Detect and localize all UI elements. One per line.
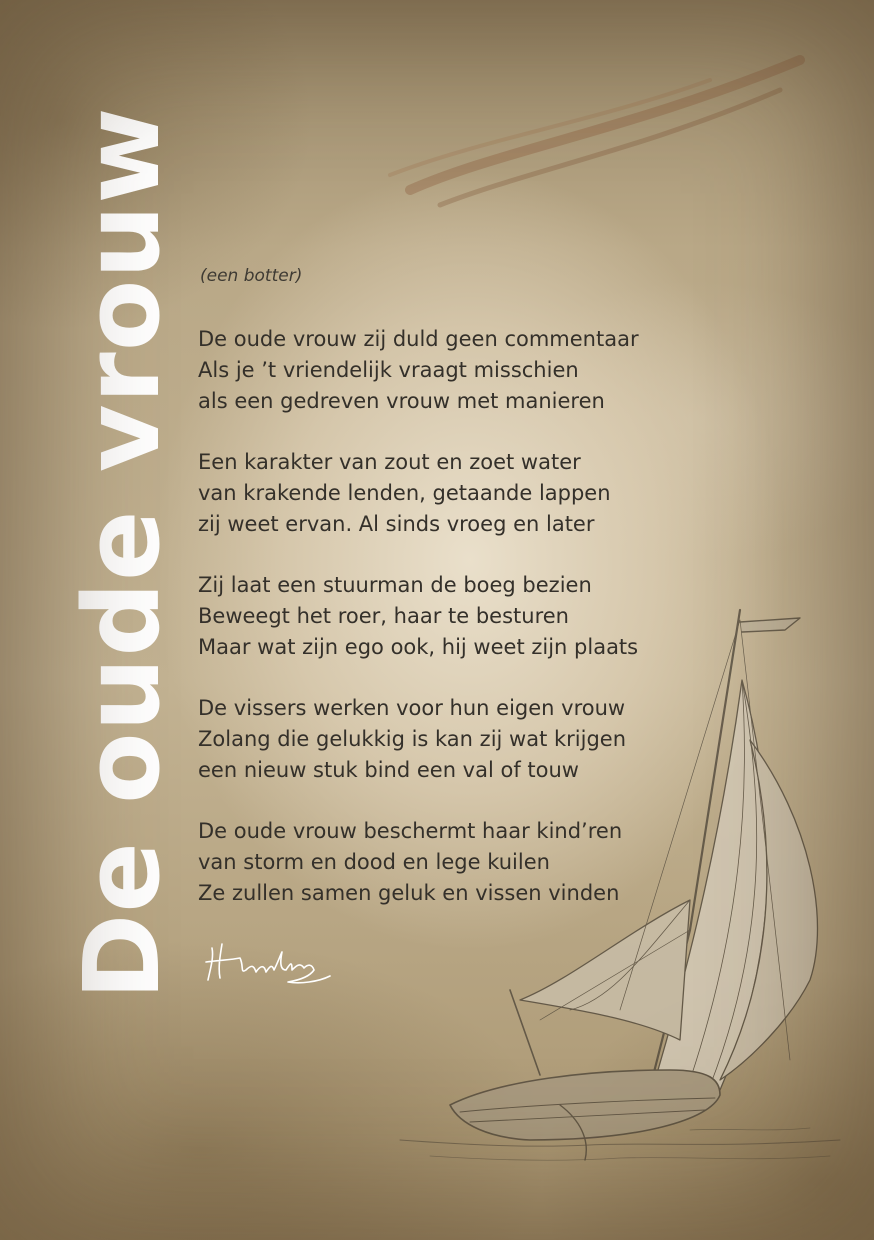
title-container (60, 106, 185, 1000)
poem-line: van storm en dood en lege kuilen (198, 850, 550, 874)
poem-line: een nieuw stuk bind een val of touw (198, 758, 579, 782)
poem-title: De oude vrouw (61, 106, 183, 1000)
poem-line: van krakende lenden, getaande lappen (198, 481, 611, 505)
poem-line: Beweegt het roer, haar te besturen (198, 604, 569, 628)
poem-line: Als je ’t vriendelijk vraagt misschien (198, 358, 579, 382)
poem-subtitle: (een botter) (200, 266, 303, 286)
poem-line: als een gedreven vrouw met manieren (198, 389, 605, 413)
poem-line: De oude vrouw zij duld geen commentaar (198, 327, 639, 351)
rust-smudge-decoration (380, 40, 820, 240)
sailboat-illustration (390, 600, 850, 1180)
poem-line: Ze zullen samen geluk en vissen vinden (198, 881, 620, 905)
signature (200, 930, 340, 990)
poem-line: Een karakter van zout en zoet water (198, 450, 581, 474)
poem-line: Zij laat een stuurman de boeg bezien (198, 573, 592, 597)
stanza (198, 447, 718, 540)
poem-line: De vissers werken voor hun eigen vrouw (198, 696, 626, 720)
poem-line: Zolang die gelukkig is kan zij wat krijgen (198, 727, 627, 751)
stanza (198, 324, 718, 417)
poem-line: De oude vrouw beschermt haar kind’ren (198, 819, 623, 843)
poem-line: Maar wat zijn ego ook, hij weet zijn plaats (198, 635, 639, 659)
poem-line: zij weet ervan. Al sinds vroeg en later (198, 512, 595, 536)
